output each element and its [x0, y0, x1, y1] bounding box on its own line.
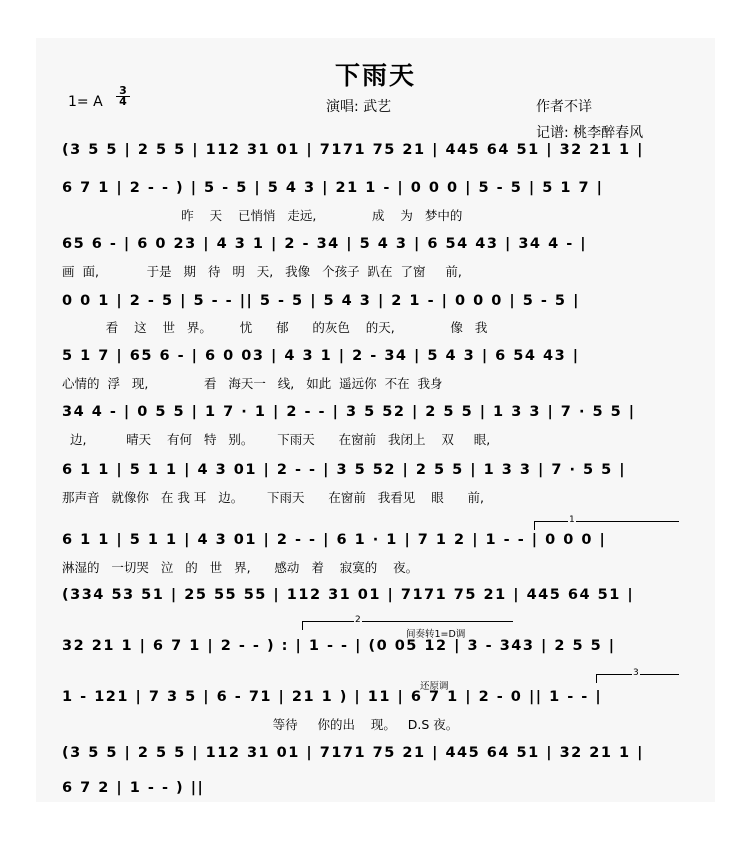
notation-row: (3 5 5 | 2 5 5 | 112 31 01 | 7171 75 21 | 445 64 51 | 32 21 1 |	[62, 142, 644, 158]
score-sheet	[36, 38, 715, 802]
notation-row: (3 5 5 | 2 5 5 | 112 31 01 | 7171 75 21 | 445 64 51 | 32 21 1 |	[62, 745, 644, 761]
author: 作者不详	[536, 99, 592, 115]
notation-row: 6 7 1 | 2 - - ) | 5 - 5 | 5 4 3 | 21 1 - | 0 0 0 | 5 - 5 | 5 1 7 |	[62, 180, 604, 196]
lyric-line: 看 这 世 界。 忧 郁 的灰色 的天, 像 我	[62, 320, 488, 335]
lyric-line: 画 面, 于是 期 待 明 天, 我像 个孩子 趴在 了窗 前,	[62, 264, 462, 279]
time-signature	[116, 86, 130, 107]
performer: 演唱: 武艺	[326, 99, 392, 115]
notation-row: 1 - 121 | 7 3 5 | 6 - 71 | 21 1 ) | 11 | 6 7 1 | 2 - 0 || 1 - - |	[62, 689, 603, 705]
lyric-line: 心情的 浮 现, 看 海天一 线, 如此 遥远你 不在 我身	[62, 376, 443, 391]
volta-number-2: 2	[355, 615, 361, 625]
volta-number-3: 3	[633, 668, 639, 678]
restore-key-note: 还原调	[420, 681, 449, 692]
lyric-line: 等待 你的出 现。 D.S 夜。	[62, 717, 459, 732]
song-title: 下雨天	[334, 61, 416, 90]
transcriber: 记谱: 桃李醉春风	[536, 125, 644, 141]
notation-row: 6 1 1 | 5 1 1 | 4 3 01 | 2 - - | 3 5 52 | 2 5 5 | 1 3 3 | 7 · 5 5 |	[62, 462, 627, 478]
volta-bracket-1	[534, 521, 679, 530]
notation-row: 5 1 7 | 65 6 - | 6 0 03 | 4 3 1 | 2 - 34 | 5 4 3 | 6 54 43 |	[62, 348, 580, 364]
notation-row: 6 1 1 | 5 1 1 | 4 3 01 | 2 - - | 6 1 · 1 | 7 1 2 | 1 - - | 0 0 0 |	[62, 532, 607, 548]
lyric-line: 边, 晴天 有何 特 别。 下雨天 在窗前 我闭上 双 眼,	[62, 432, 491, 447]
notation-row: 65 6 - | 6 0 23 | 4 3 1 | 2 - 34 | 5 4 3 | 6 54 43 | 34 4 - |	[62, 236, 588, 252]
volta-number-1: 1	[569, 515, 575, 525]
notation-row: (334 53 51 | 25 55 55 | 112 31 01 | 7171 75 21 | 445 64 51 |	[62, 587, 635, 603]
lyric-line: 昨 天 已悄悄 走远, 成 为 梦中的	[62, 208, 463, 223]
notation-row: 32 21 1 | 6 7 1 | 2 - - ) : | 1 - - | (0 05 12 | 3 - 343 | 2 5 5 |	[62, 638, 616, 654]
notation-row: 6 7 2 | 1 - - ) ||	[62, 780, 205, 796]
time-signature-bottom: 4	[119, 95, 127, 108]
key-signature: 1= A	[68, 94, 103, 110]
notation-row: 34 4 - | 0 5 5 | 1 7 · 1 | 2 - - | 3 5 52 | 2 5 5 | 1 3 3 | 7 · 5 5 |	[62, 404, 636, 420]
notation-row: 0 0 1 | 2 - 5 | 5 - - || 5 - 5 | 5 4 3 | 2 1 - | 0 0 0 | 5 - 5 |	[62, 293, 580, 309]
modulation-note: 间奏转1=D调	[406, 629, 466, 640]
lyric-line: 淋湿的 一切哭 泣 的 世 界, 感动 着 寂寞的 夜。	[62, 560, 419, 575]
time-signature-top: 3	[116, 86, 130, 97]
lyric-line: 那声音 就像你 在 我 耳 边。 下雨天 在窗前 我看见 眼 前,	[62, 490, 485, 505]
